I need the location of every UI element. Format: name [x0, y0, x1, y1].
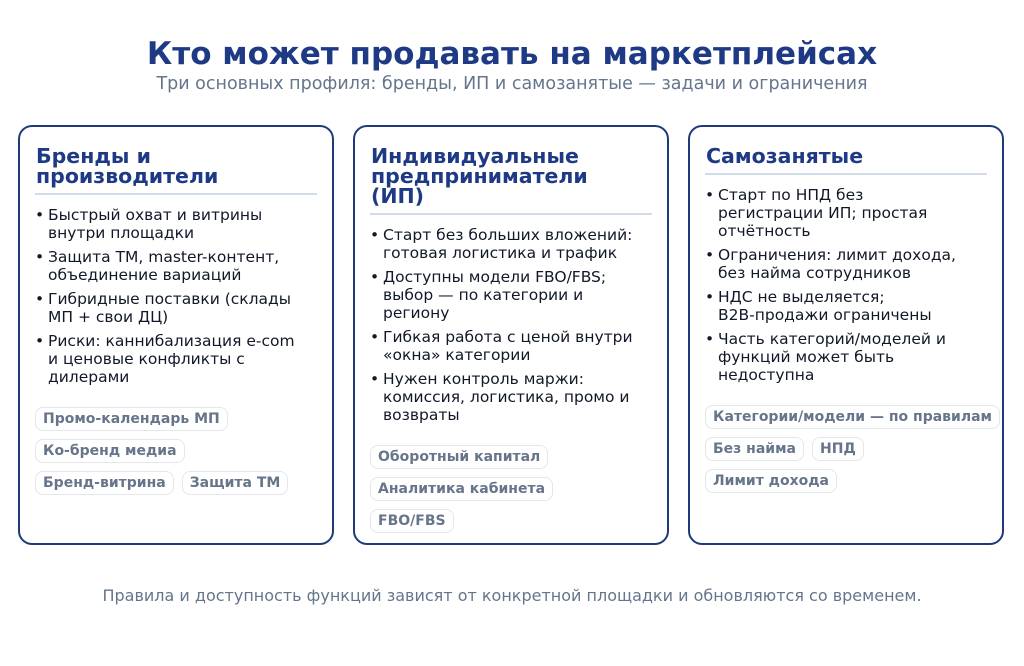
bullet-line: Быстрый охват и витрины: [48, 206, 263, 224]
bullet-item: [370, 268, 652, 322]
tag-chip: Лимит дохода: [705, 469, 837, 493]
bullet-line: Старт без больших вложений:: [383, 226, 633, 244]
bullet-item: [705, 186, 987, 240]
bullet-line: готовая логистика и трафик: [383, 244, 618, 262]
bullet-item: [35, 332, 317, 386]
bullet-item: [35, 248, 317, 284]
card-title: [371, 146, 652, 206]
bullet-item: [705, 246, 987, 282]
tag-chip: Без найма: [705, 437, 804, 461]
bullet-line: Часть категорий/моделей и: [718, 330, 946, 348]
bullet-dot-icon: •: [35, 332, 45, 350]
bullet-line: объединение вариаций: [48, 266, 242, 284]
bullet-line: Ограничения: лимит дохода,: [718, 246, 956, 264]
tag-row: [705, 437, 987, 461]
card-title-line: Бренды и: [36, 144, 151, 168]
tag-group: [705, 405, 992, 493]
bullet-line: Гибкая работа с ценой внутри: [383, 328, 633, 346]
bullet-dot-icon: •: [35, 248, 45, 266]
bullet-line: Нужен контроль маржи:: [383, 370, 584, 388]
bullet-line: выбор — по категории и: [383, 286, 584, 304]
tag-chip: Оборотный капитал: [370, 445, 548, 469]
card-divider: [35, 193, 317, 195]
bullet-dot-icon: •: [370, 370, 380, 388]
tag-chip: Категории/модели — по правилам: [705, 405, 1000, 429]
bullet-line: комиссия, логистика, промо и: [383, 388, 630, 406]
tag-chip: Ко-бренд медиа: [35, 439, 185, 463]
tag-group: [370, 445, 652, 533]
bullet-dot-icon: •: [705, 246, 715, 264]
bullet-dot-icon: •: [370, 268, 380, 286]
bullet-line: Старт по НПД без: [718, 186, 864, 204]
tag-row: [370, 445, 652, 469]
bullet-line: B2B-продажи ограничены: [718, 306, 932, 324]
card-self-employed: [688, 125, 1004, 545]
bullet-line: возвраты: [383, 406, 460, 424]
bullet-item: [705, 288, 987, 324]
bullet-list: [35, 206, 317, 386]
bullet-line: Защита ТМ, master-контент,: [48, 248, 280, 266]
tag-row: [35, 407, 317, 431]
tag-group: [35, 407, 317, 495]
tag-chip: НПД: [812, 437, 864, 461]
bullet-dot-icon: •: [705, 288, 715, 306]
bullet-item: [705, 330, 987, 384]
tag-row: [35, 471, 317, 495]
bullet-line: Доступны модели FBO/FBS;: [383, 268, 607, 286]
tag-row: [35, 439, 317, 463]
bullet-line: дилерами: [48, 368, 130, 386]
card-divider: [705, 173, 987, 175]
card-title-line: (ИП): [371, 184, 425, 208]
card-title-line: производители: [36, 164, 219, 188]
bullet-dot-icon: •: [35, 206, 45, 224]
tag-chip: Промо-календарь МП: [35, 407, 228, 431]
bullet-item: [370, 370, 652, 424]
bullet-item: [35, 206, 317, 242]
page-title: Кто может продавать на маркетплейсах: [146, 36, 878, 72]
bullet-dot-icon: •: [370, 328, 380, 346]
tag-row: [705, 469, 987, 493]
card-title-line: Индивидуальные: [371, 144, 579, 168]
bullet-dot-icon: •: [705, 330, 715, 348]
tag-chip: Бренд-витрина: [35, 471, 174, 495]
card-brands: [18, 125, 334, 545]
bullet-line: отчётность: [718, 222, 811, 240]
bullet-dot-icon: •: [370, 226, 380, 244]
bullet-line: МП + свои ДЦ): [48, 308, 169, 326]
bullet-line: Гибридные поставки (склады: [48, 290, 292, 308]
footnote: Правила и доступность функций зависят от конкретной площадки и обновляются со временем.: [102, 586, 922, 605]
card-title-line: Самозанятые: [706, 144, 864, 168]
bullet-line: и ценовые конфликты с: [48, 350, 245, 368]
bullet-line: без найма сотрудников: [718, 264, 912, 282]
bullet-line: недоступна: [718, 366, 815, 384]
card-title: [36, 146, 317, 186]
bullet-line: функций может быть: [718, 348, 895, 366]
tag-chip: Защита ТМ: [182, 471, 289, 495]
bullet-line: Риски: каннибализация e-com: [48, 332, 295, 350]
card-ip: [353, 125, 669, 545]
card-title: [706, 146, 987, 166]
card-title-line: предприниматели: [371, 164, 588, 188]
bullet-line: НДС не выделяется;: [718, 288, 885, 306]
bullet-list: [705, 186, 987, 384]
tag-row: [370, 477, 652, 501]
page-subtitle: Три основных профиля: бренды, ИП и самозанятые — задачи и ограничения: [156, 74, 868, 94]
bullet-item: [370, 226, 652, 262]
tag-chip: FBO/FBS: [370, 509, 454, 533]
bullet-item: [370, 328, 652, 364]
tag-row: [705, 405, 992, 429]
bullet-line: регистрации ИП; простая: [718, 204, 928, 222]
bullet-line: внутри площадки: [48, 224, 195, 242]
bullet-dot-icon: •: [705, 186, 715, 204]
bullet-dot-icon: •: [35, 290, 45, 308]
tag-row: [370, 509, 652, 533]
bullet-line: региону: [383, 304, 450, 322]
bullet-list: [370, 226, 652, 424]
tag-chip: Аналитика кабинета: [370, 477, 553, 501]
bullet-line: «окна» категории: [383, 346, 531, 364]
card-divider: [370, 213, 652, 215]
bullet-item: [35, 290, 317, 326]
